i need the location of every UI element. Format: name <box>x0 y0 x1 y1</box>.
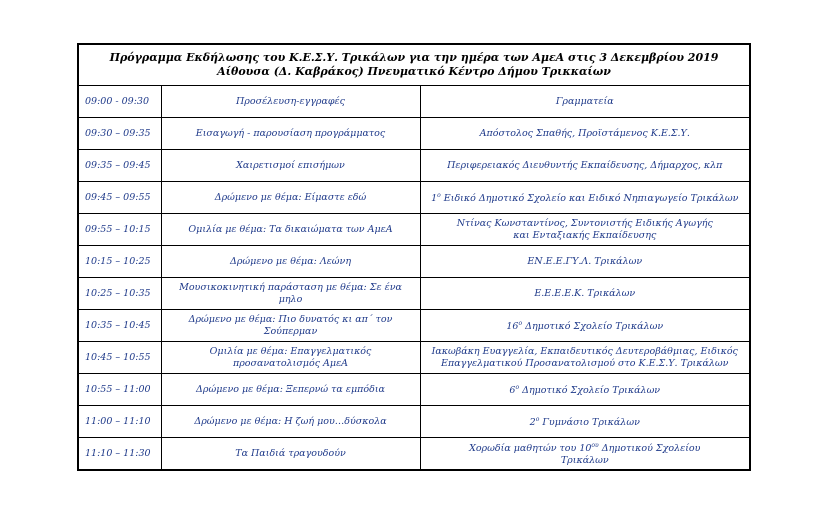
table-row <box>78 406 750 438</box>
event-cell <box>161 438 420 471</box>
event-text: Δρώμενο με θέμα: Είμαστε εδώ <box>214 191 367 203</box>
presenter-cell <box>420 278 750 310</box>
presenter-text: και Ενταξιακής Εκπαίδευσης <box>513 229 657 241</box>
time-cell: 10:15 – 10:25 <box>78 246 161 278</box>
event-text: Ομιλία με θέμα: Επαγγελματικός <box>209 345 372 357</box>
table-row <box>78 310 750 342</box>
schedule-title <box>78 44 750 86</box>
table-row <box>78 246 750 278</box>
time-cell: 09:30 – 09:35 <box>78 118 161 150</box>
table-row <box>78 278 750 310</box>
presenter-text: $2^o$ Γυμνάσιο Τρικάλων <box>529 415 640 429</box>
presenter-cell <box>420 374 750 406</box>
event-cell <box>161 246 420 278</box>
presenter-cell <box>420 86 750 118</box>
ordinal-suffix: ο <box>535 415 540 423</box>
event-cell <box>161 374 420 406</box>
event-cell <box>161 342 420 374</box>
event-text: Μουσικοκινητική παράσταση με θέμα: Σε ένα <box>179 281 402 293</box>
time-cell: 09:55 – 10:15 <box>78 214 161 246</box>
presenter-text: $6^o$ Δημοτικό Σχολείο Τρικάλων <box>509 383 661 397</box>
event-text: Τα Παιδιά τραγουδούν <box>235 447 346 459</box>
presenter-text: Επαγγελματικού Προσανατολισμού στο Κ.Ε.Σ.Υ. Τρικάλων <box>441 357 729 369</box>
presenter-cell <box>420 406 750 438</box>
table-row <box>78 214 750 246</box>
event-text: Δρώμενο με θέμα: Η ζωή μου…δύσκολα <box>194 415 387 427</box>
presenter-text: Περιφερειακός Διευθυντής Εκπαίδευσης, Δήμαρχος, κλπ <box>447 159 723 171</box>
presenter-text: Τρικάλων <box>560 455 609 467</box>
presenter-text: $16^o$ Δημοτικό Σχολείο Τρικάλων <box>506 319 664 333</box>
title-line-2: Αίθουσα (Δ. Καβράκος) Πνευματικό Κέντρο Δήμου Τρικκαίων <box>217 65 611 78</box>
event-cell <box>161 278 420 310</box>
event-cell <box>161 150 420 182</box>
event-cell <box>161 310 420 342</box>
presenter-cell <box>420 342 750 374</box>
presenter-cell <box>420 182 750 214</box>
event-text: Προσέλευση-εγγραφές <box>236 95 345 107</box>
time-cell: 10:55 – 11:00 <box>78 374 161 406</box>
presenter-cell <box>420 310 750 342</box>
time-cell: 11:10 – 11:30 <box>78 438 161 471</box>
presenter-text: ΕΝ.Ε.Ε.ΓΥ.Λ. Τρικάλων <box>527 255 643 267</box>
title-line-1: Πρόγραμμα Εκδήλωσης του Κ.Ε.Σ.Υ. Τρικάλων για την ημέρα των ΑμεΑ στις 3 Δεκεμβρίου 2019 <box>109 51 719 64</box>
ordinal-suffix: ο <box>515 383 520 391</box>
presenter-text: Χορωδία μαθητών του $10^{o\upsilon}$ Δημοτικού Σχολείου <box>469 441 701 455</box>
time-cell: 10:25 – 10:35 <box>78 278 161 310</box>
time-cell: 10:35 – 10:45 <box>78 310 161 342</box>
presenter-text: Ε.Ε.Ε.Ε.Κ. Τρικάλων <box>534 287 636 299</box>
schedule-header-row <box>78 44 750 86</box>
event-text: προσανατολισμός ΑμεΑ <box>232 357 349 369</box>
table-row <box>78 118 750 150</box>
ordinal-suffix: ο <box>437 191 441 199</box>
event-text: Ομιλία με θέμα: Τα δικαιώματα των ΑμεΑ <box>188 223 393 235</box>
time-cell: 09:45 – 09:55 <box>78 182 161 214</box>
time-cell: 09:35 – 09:45 <box>78 150 161 182</box>
table-row <box>78 342 750 374</box>
event-cell <box>161 406 420 438</box>
presenter-cell <box>420 214 750 246</box>
presenter-text: $1^o$ Ειδικό Δημοτικό Σχολείο και Ειδικό Νηπιαγωγείο Τρικάλων <box>431 191 739 205</box>
presenter-text: Γραμματεία <box>555 95 614 107</box>
event-cell <box>161 86 420 118</box>
ordinal-suffix: ου <box>591 441 599 449</box>
event-text: Δρώμενο με θέμα: Πιο δυνατός κι απ΄ τον <box>188 313 393 325</box>
presenter-cell <box>420 150 750 182</box>
time-cell: 09:00 - 09:30 <box>78 86 161 118</box>
event-cell <box>161 118 420 150</box>
event-text: Σούπερμαν <box>263 325 318 337</box>
table-row <box>78 374 750 406</box>
presenter-cell <box>420 118 750 150</box>
presenter-text: Ντίνας Κωνσταντίνος, Συντονιστής Ειδικής Αγωγής <box>456 217 713 229</box>
event-text: μηλο <box>278 293 303 305</box>
table-row <box>78 438 750 471</box>
presenter-cell <box>420 438 750 471</box>
table-row <box>78 86 750 118</box>
event-text: Χαιρετισμοί επισήμων <box>236 159 345 171</box>
event-cell <box>161 214 420 246</box>
time-cell: 10:45 – 10:55 <box>78 342 161 374</box>
event-text: Εισαγωγή - παρουσίαση προγράμματος <box>195 127 386 139</box>
event-cell <box>161 182 420 214</box>
presenter-text: Ιακωβάκη Ευαγγελία, Εκπαιδευτικός Δευτεροβάθμιας, Ειδικός <box>431 345 738 357</box>
ordinal-suffix: ο <box>518 319 523 327</box>
table-row <box>78 150 750 182</box>
table-row <box>78 182 750 214</box>
time-cell: 11:00 – 11:10 <box>78 406 161 438</box>
event-text: Δρώμενο με θέμα: Λεώνη <box>229 255 352 267</box>
schedule-table <box>77 43 751 471</box>
event-text: Δρώμενο με θέμα: Ξεπερνώ τα εμπόδια <box>196 383 385 395</box>
presenter-cell <box>420 246 750 278</box>
presenter-text: Απόστολος Σπαθής, Προϊστάμενος Κ.Ε.Σ.Υ. <box>479 127 690 139</box>
